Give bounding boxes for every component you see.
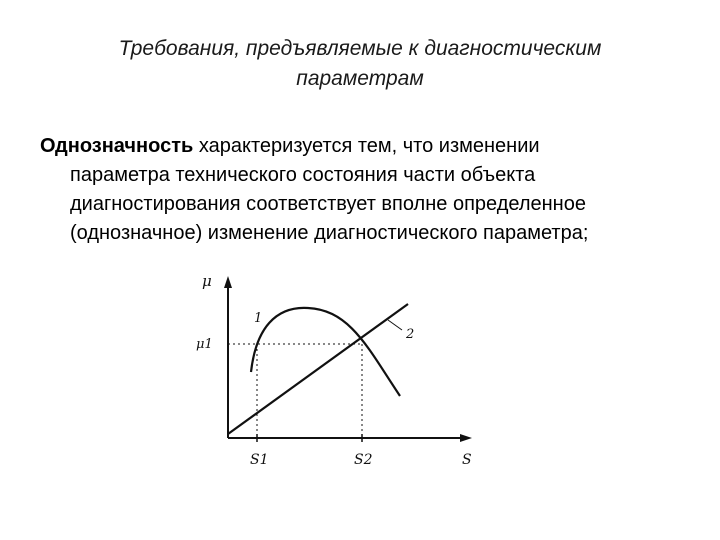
definition-term: Однозначность xyxy=(40,135,194,157)
slide-title-line-1: Требования, предъявляемые к диагностическим xyxy=(118,37,602,60)
curve-1-label: 1 xyxy=(254,311,263,326)
s2-label: S2 xyxy=(354,452,373,468)
figure-svg xyxy=(180,268,500,476)
curve-1 xyxy=(251,308,400,396)
x-axis-label: S xyxy=(462,452,472,468)
definition-line-1-text: характеризуется тем, что изменении xyxy=(193,135,540,157)
y-axis-label: μ xyxy=(202,272,212,290)
diagnostic-parameter-figure xyxy=(180,268,500,476)
definition-line-4: (однозначное) изменение диагностического параметра; xyxy=(70,222,589,244)
curve-2-label: 2 xyxy=(406,327,415,342)
definition-line-1 xyxy=(40,132,700,161)
definition-paragraph xyxy=(40,132,700,248)
x-axis-arrow xyxy=(460,434,472,442)
definition-line-2: параметра технического состояния части объекта xyxy=(70,164,536,186)
y-axis-arrow xyxy=(224,276,232,288)
curve-2-leader xyxy=(388,320,402,330)
slide-title-line-2: параметрам xyxy=(296,67,424,90)
definition-line-3: диагностирования соответствует вполне определенное xyxy=(70,193,586,215)
mu1-label: μ1 xyxy=(196,337,213,352)
s1-label: S1 xyxy=(250,452,269,468)
slide-title xyxy=(40,34,680,94)
